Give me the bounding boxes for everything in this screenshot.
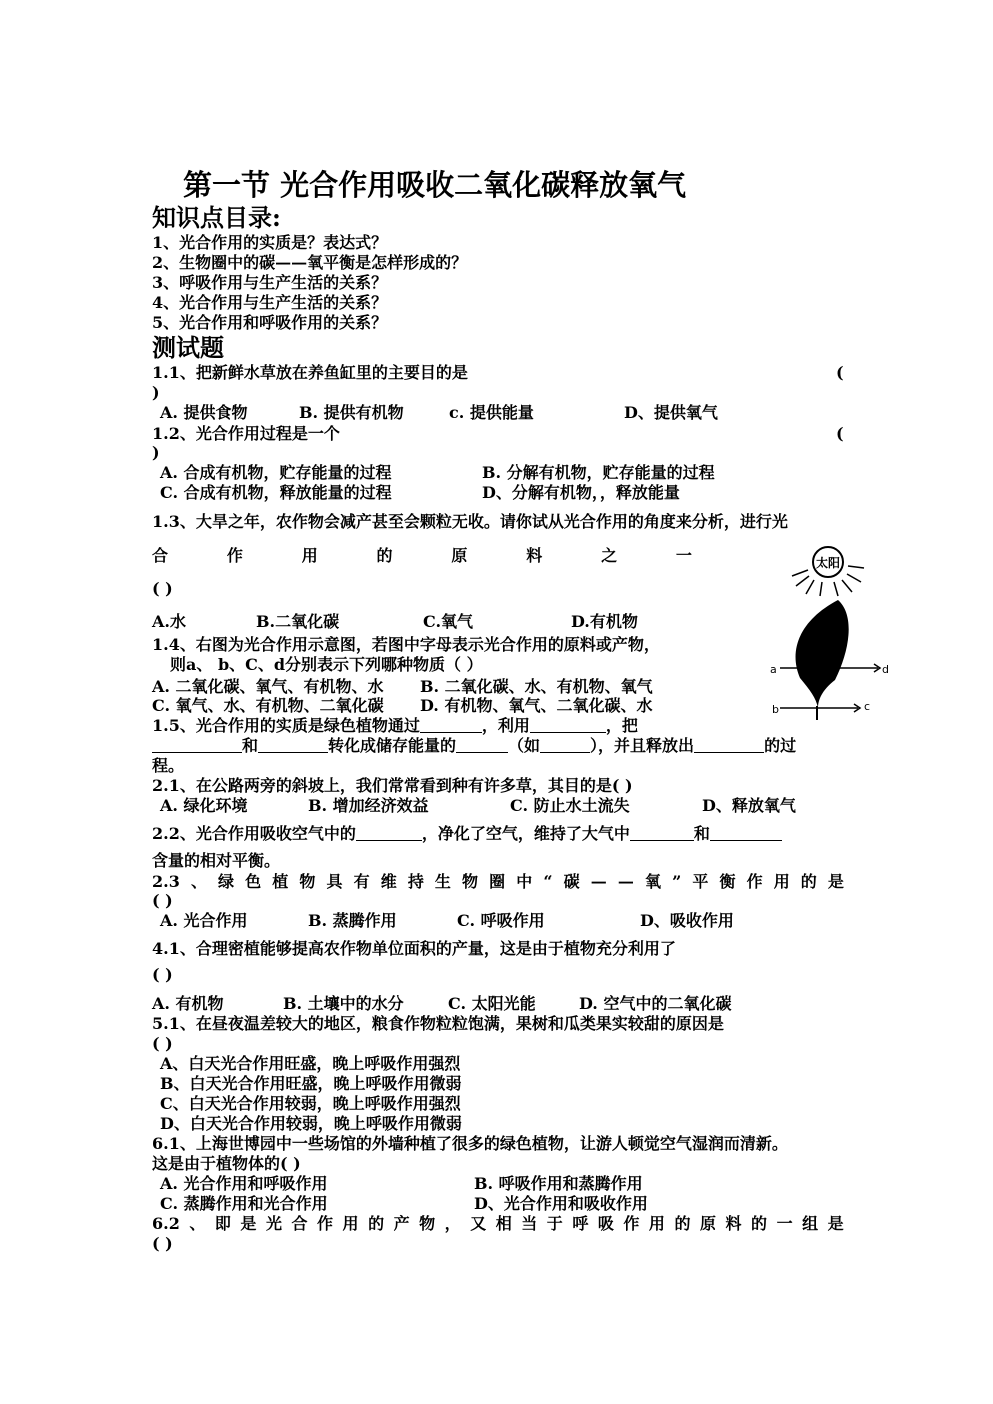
toc-heading: 知识点目录: (152, 203, 281, 232)
toc-item: 3、呼吸作用与生产生活的关系？ (152, 273, 388, 292)
question-1-5: 1.5、光合作用的实质是绿色植物通过 ，利用 ，把 (152, 716, 638, 735)
question-6-2: 6.2 、 即 是 光 合 作 用 的 产 物 ， 又 相 当 于 呼 吸 作 用 的 原 料 的 一 组 是 (152, 1214, 844, 1233)
option-c: C. 太阳光能 (448, 994, 536, 1013)
option-a: A、白天光合作用旺盛，晚上呼吸作用强烈 (160, 1054, 461, 1073)
fill-blank[interactable] (530, 716, 606, 733)
question-6-1: 6.1、上海世博园中一些场馆的外墙种植了很多的绿色植物，让游人顿觉空气湿润而清新。 (152, 1134, 788, 1153)
option-a: A. 二氧化碳、氧气、有机物、水 (152, 677, 384, 696)
answer-paren: ( ) (152, 891, 173, 910)
fill-blank[interactable] (456, 736, 508, 753)
option-d: D、光合作用和吸收作用 (474, 1194, 648, 1213)
fill-blank[interactable] (630, 824, 694, 841)
question-1-5-line2: 和 转化成储存能量的 （如 ），并且释放出 的过 (152, 736, 796, 756)
option-a: A. 绿化环境 (160, 796, 248, 815)
svg-text:太阳: 太阳 (815, 556, 841, 570)
option-d: D、吸收作用 (640, 911, 734, 930)
question-1-3: 1.3、大旱之年，农作物会减产甚至会颗粒无收。请你试从光合作用的角度来分析，进行光 (152, 512, 788, 531)
option-d: D.有机物 (571, 612, 638, 631)
option-c: C. 合成有机物，释放能量的过程 (160, 483, 392, 502)
option-a: A. 提供食物 (160, 403, 248, 422)
option-b: B. 提供有机物 (299, 403, 404, 422)
question-1-2: 1.2、光合作用过程是一个 (152, 424, 340, 443)
toc-item: 4、光合作用与生产生活的关系？ (152, 293, 388, 312)
question-1-3-spread-line: 合 作 用 的 原 料 之 一 (152, 546, 692, 565)
option-c: C. 氧气、水、有机物、二氧化碳 (152, 696, 384, 715)
option-d: D. 有机物、氧气、二氧化碳、水 (420, 696, 653, 715)
answer-paren-open: ( (836, 424, 844, 443)
label-a: a (770, 663, 777, 676)
option-d: D、分解有机物，，释放能量 (482, 483, 680, 502)
toc-item: 2、生物圈中的碳——氧平衡是怎样形成的？ (152, 253, 468, 272)
fill-blank[interactable] (710, 824, 782, 841)
option-c: C. 呼吸作用 (457, 911, 545, 930)
answer-paren: ( ) (152, 965, 173, 984)
option-b: B.二氧化碳 (256, 612, 340, 631)
question-1-5-line3: 程。 (152, 756, 185, 775)
option-b: B. 土壤中的水分 (283, 994, 404, 1013)
toc-item: 1、光合作用的实质是？表达式？ (152, 233, 388, 252)
option-b: B. 二氧化碳、水、有机物、氧气 (420, 677, 653, 696)
answer-paren-close: ) (152, 383, 160, 402)
option-c: C. 防止水土流失 (510, 796, 630, 815)
option-b: B. 分解有机物，贮存能量的过程 (482, 463, 715, 482)
question-1-4-line2: 则a、 b、C、d分别表示下列哪种物质（ ） (170, 655, 483, 674)
option-b: B. 蒸腾作用 (308, 911, 397, 930)
test-heading: 测试题 (152, 333, 224, 362)
toc-item: 5、光合作用和呼吸作用的关系？ (152, 313, 388, 332)
answer-paren-close: ) (152, 443, 160, 462)
question-4-1: 4.1、合理密植能够提高农作物单位面积的产量，这是由于植物充分利用了 (152, 939, 676, 958)
question-1-4: 1.4、右图为光合作用示意图，若图中字母表示光合作用的原料或产物， (152, 635, 660, 654)
answer-paren: ( ) (152, 1234, 173, 1253)
option-a: A. 光合作用 (160, 911, 248, 930)
question-1-1: 1.1、把新鲜水草放在养鱼缸里的主要目的是 (152, 363, 468, 382)
option-c: C、白天光合作用较弱，晚上呼吸作用强烈 (160, 1094, 461, 1113)
question-2-1: 2.1、在公路两旁的斜坡上，我们常常看到种有许多草，其目的是( ) (152, 776, 633, 795)
fill-blank[interactable] (356, 824, 422, 841)
page-title: 第一节 光合作用吸收二氧化碳释放氧气 (183, 168, 687, 202)
option-d: D. 空气中的二氧化碳 (579, 994, 732, 1013)
fill-blank[interactable] (540, 736, 590, 753)
option-d: D、释放氧气 (702, 796, 796, 815)
fill-blank[interactable] (694, 736, 764, 753)
option-c: c. 提供能量 (449, 403, 534, 422)
label-b: b (772, 703, 779, 716)
leaf-icon (796, 600, 849, 720)
question-5-1: 5.1、在昼夜温差较大的地区，粮食作物粒粒饱满，果树和瓜类果实较甜的原因是 (152, 1014, 724, 1033)
option-a: A. 光合作用和呼吸作用 (160, 1174, 328, 1193)
option-c: C. 蒸腾作用和光合作用 (160, 1194, 328, 1213)
question-6-1-line2: 这是由于植物体的( ) (152, 1154, 301, 1173)
answer-paren-open: ( (836, 363, 844, 382)
question-2-3: 2.3 、 绿 色 植 物 具 有 维 持 生 物 圈 中 “ 碳 — — 氧 ” 平 衡 作 用 的 是 (152, 872, 844, 891)
fill-blank[interactable] (420, 716, 482, 733)
option-a: A. 合成有机物，贮存能量的过程 (160, 463, 392, 482)
option-c: C.氧气 (423, 612, 474, 631)
option-a: A. 有机物 (152, 994, 224, 1013)
option-b: B. 增加经济效益 (308, 796, 429, 815)
fill-blank[interactable] (152, 736, 242, 753)
option-b: B、白天光合作用旺盛，晚上呼吸作用微弱 (160, 1074, 462, 1093)
answer-paren: ( ) (152, 579, 173, 598)
option-a: A.水 (152, 612, 186, 631)
answer-paren: ( ) (152, 1034, 173, 1053)
option-d: D、提供氧气 (624, 403, 718, 422)
label-d: d (882, 663, 889, 676)
photosynthesis-diagram (760, 540, 900, 720)
question-2-2-line2: 含量的相对平衡。 (152, 851, 281, 870)
label-c: c (864, 700, 871, 713)
fill-blank[interactable] (258, 736, 328, 753)
sun-icon (792, 547, 864, 596)
option-d: D、白天光合作用较弱，晚上呼吸作用微弱 (160, 1114, 462, 1133)
question-2-2: 2.2、光合作用吸收空气中的 ，净化了空气，维持了大气中 和 (152, 824, 782, 844)
option-b: B. 呼吸作用和蒸腾作用 (474, 1174, 643, 1193)
